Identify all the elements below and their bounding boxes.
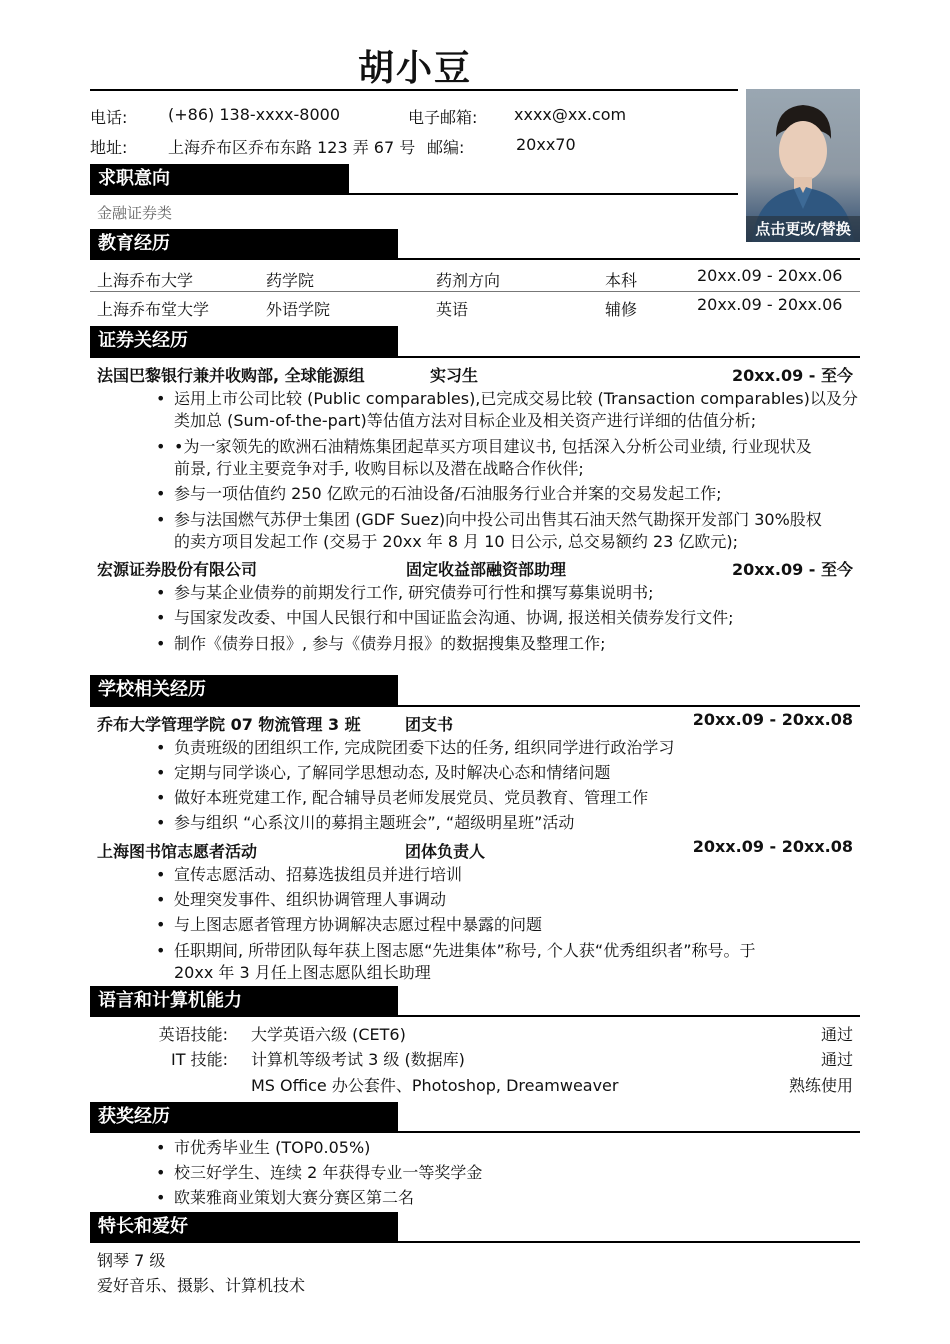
bullet-icon: • (156, 389, 166, 408)
section-divider (90, 1131, 860, 1133)
list-item: • •为一家领先的欧洲石油精炼集团起草买方项目建议书, 包括深入分析公司业绩, 行业现状及 前景, 行业主要竞争对手, 收购目标以及潜在战略合作伙伴; (156, 437, 812, 478)
bullet-icon: • (156, 1138, 166, 1157)
email-label: 电子邮箱: (408, 108, 478, 127)
list-item: • 处理突发事件、组织协调管理人事调动 (156, 890, 447, 909)
list-item: • 参与法国燃气苏伊士集团 (GDF Suez)向中投公司出售其石油天然气勘探开发部门 30%股权 的卖方项目发起工作 (交易于 20xx 年 8 月 10 日公示, 总交易额约 23 亿欧元); (156, 510, 822, 551)
edu-college: 外语学院 (266, 300, 331, 319)
skill-level: 通过 (820, 1025, 853, 1044)
edu-degree: 本科 (605, 271, 638, 290)
list-item: • 做好本班党建工作, 配合辅导员老师发展党员、党员教育、管理工作 (156, 788, 649, 807)
objective-value: 金融证券类 (97, 204, 173, 222)
list-item: • 参与一项估值约 250 亿欧元的石油设备/石油服务行业合并案的交易发起工作; (156, 484, 722, 503)
zip-value: 20xx70 (516, 135, 576, 154)
bullet-icon: • (156, 1188, 166, 1207)
address-label: 地址: (90, 138, 128, 157)
hobby-item: 爱好音乐、摄影、计算机技术 (97, 1276, 306, 1295)
bullet-icon: • (156, 437, 166, 456)
list-item: • 欧莱雅商业策划大赛分赛区第二名 (156, 1188, 415, 1207)
job-role: 团支书 (405, 715, 454, 734)
section-divider (90, 1015, 860, 1017)
bullet-icon: • (156, 738, 166, 757)
list-item: • 定期与同学谈心, 了解同学思想动态, 及时解决心态和情绪问题 (156, 763, 611, 782)
bullet-icon: • (156, 1163, 166, 1182)
section-title-objective: 求职意向 (90, 164, 349, 194)
list-item: • 制作《债券日报》, 参与《债券月报》的数据搜集及整理工作; (156, 634, 606, 653)
job-period: 20xx.09 - 20xx.08 (692, 837, 853, 856)
edu-degree: 辅修 (605, 300, 638, 319)
section-title-education: 教育经历 (90, 229, 398, 259)
header-divider (90, 89, 738, 91)
phone-label: 电话: (90, 108, 128, 127)
section-divider (90, 1241, 860, 1243)
bullet-icon: • (156, 583, 166, 602)
skill-item: MS Office 办公套件、Photoshop, Dreamweaver (251, 1076, 619, 1095)
resume-name: 胡小豆 (357, 48, 472, 89)
bullet-icon: • (156, 941, 166, 960)
list-item: • 运用上市公司比较 (Public comparables),已完成交易比较 (Transaction comparables)以及分 类加总 (Sum-of-the-part)等估值方法对目标企业及相关资产进行详细的估值分析; (156, 389, 858, 430)
list-item: • 负责班级的团组织工作, 完成院团委下达的任务, 组织同学进行政治学习 (156, 738, 675, 757)
bullet-icon: • (156, 510, 166, 529)
zip-label: 邮编: (427, 138, 465, 157)
profile-photo[interactable] (746, 89, 860, 242)
phone-value: (+86) 138-xxxx-8000 (168, 105, 341, 124)
edu-period: 20xx.09 - 20xx.06 (697, 266, 843, 285)
list-item: • 与上图志愿者管理方协调解决志愿过程中暴露的问题 (156, 915, 543, 934)
job-org: 乔布大学管理学院 07 物流管理 3 班 (97, 715, 361, 734)
bullet-icon: • (156, 763, 166, 782)
section-title-school: 学校相关经历 (90, 675, 398, 705)
edu-major: 药剂方向 (436, 271, 501, 290)
list-item: • 参与某企业债券的前期发行工作, 研究债券可行性和撰写募集说明书; (156, 583, 654, 602)
change-photo-caption[interactable]: 点击更改/替换 (746, 216, 860, 242)
bullet-icon: • (156, 788, 166, 807)
skill-item: 计算机等级考试 3 级 (数据库) (251, 1050, 465, 1069)
section-divider (90, 356, 860, 358)
skill-level: 熟练使用 (788, 1076, 853, 1095)
address-value: 上海乔布区乔布东路 123 弄 67 号 (168, 138, 416, 157)
bullet-icon: • (156, 915, 166, 934)
bullet-icon: • (156, 608, 166, 627)
hobby-item: 钢琴 7 级 (97, 1251, 166, 1270)
bullet-icon: • (156, 634, 166, 653)
list-item: • 校三好学生、连续 2 年获得专业一等奖学金 (156, 1163, 483, 1182)
job-period: 20xx.09 - 至今 (731, 560, 853, 579)
edu-period: 20xx.09 - 20xx.06 (697, 295, 843, 314)
skill-item: 大学英语六级 (CET6) (251, 1025, 406, 1044)
skill-label: 英语技能: (158, 1025, 228, 1044)
job-role: 实习生 (430, 366, 479, 385)
section-title-hobbies: 特长和爱好 (90, 1212, 398, 1242)
edu-school: 上海乔布堂大学 (97, 300, 210, 319)
bullet-icon: • (156, 813, 166, 832)
skill-level: 通过 (820, 1050, 853, 1069)
section-divider (90, 258, 860, 260)
section-divider (90, 705, 860, 707)
section-title-awards: 获奖经历 (90, 1102, 398, 1132)
job-org: 宏源证券股份有限公司 (97, 560, 258, 579)
list-item: • 参与组织 “心系汶川的募捐主题班会”, “超级明星班”活动 (156, 813, 575, 832)
edu-college: 药学院 (266, 271, 315, 290)
section-divider (90, 193, 738, 195)
job-org: 上海图书馆志愿者活动 (97, 842, 258, 861)
bullet-icon: • (156, 865, 166, 884)
bullet-icon: • (156, 484, 166, 503)
row-divider (90, 291, 860, 292)
list-item: • 与国家发改委、中国人民银行和中国证监会沟通、协调, 报送相关债券发行文件; (156, 608, 734, 627)
job-role: 固定收益部融资部助理 (406, 560, 567, 579)
list-item: • 任职期间, 所带团队每年获上图志愿“先进集体”称号, 个人获“优秀组织者”称号。于 20xx 年 3 月任上图志愿队组长助理 (156, 941, 756, 982)
bullet-icon: • (156, 890, 166, 909)
job-role: 团体负责人 (405, 842, 486, 861)
job-period: 20xx.09 - 20xx.08 (692, 710, 853, 729)
edu-school: 上海乔布大学 (97, 271, 194, 290)
list-item: • 市优秀毕业生 (TOP0.05%) (156, 1138, 371, 1157)
edu-major: 英语 (436, 300, 469, 319)
skill-label: IT 技能: (171, 1050, 228, 1069)
job-org: 法国巴黎银行兼并收购部, 全球能源组 (97, 366, 365, 385)
job-period: 20xx.09 - 至今 (731, 366, 853, 385)
section-title-skills: 语言和计算机能力 (90, 986, 398, 1016)
list-item: • 宣传志愿活动、招募选拔组员并进行培训 (156, 865, 463, 884)
email-value: xxxx@xx.com (514, 105, 627, 124)
section-title-securities: 证券关经历 (90, 326, 398, 356)
